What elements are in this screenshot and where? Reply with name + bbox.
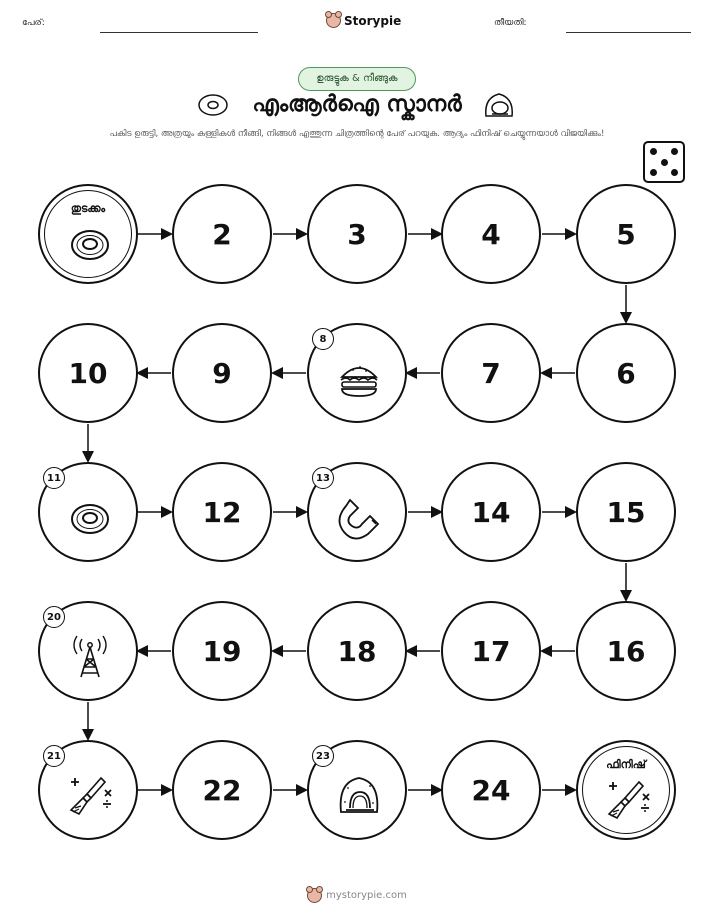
board-cell[interactable] (172, 184, 272, 284)
board-cell[interactable] (576, 323, 676, 423)
board-cell[interactable] (441, 601, 541, 701)
cell-number-badge: 20 (43, 606, 65, 628)
cell-number-badge: 23 (312, 745, 334, 767)
brush-math-icon (67, 772, 113, 818)
board-cell[interactable] (307, 184, 407, 284)
cell-number: 12 (202, 495, 242, 529)
board-cell[interactable] (441, 323, 541, 423)
donut-icon (67, 494, 113, 540)
name-line[interactable] (100, 32, 258, 33)
cell-number-badge: 8 (312, 328, 334, 350)
brand-name: Storypie (344, 13, 402, 28)
board-cell[interactable] (38, 740, 138, 840)
finish-label: ഫിനിഷ് (606, 758, 646, 771)
board-cell[interactable] (307, 462, 407, 562)
cell-number: 15 (606, 495, 646, 529)
board-cell[interactable] (576, 601, 676, 701)
finish-cell[interactable] (576, 740, 676, 840)
brand-logo (326, 13, 401, 28)
antenna-tower-icon (67, 633, 113, 679)
board-cell[interactable] (576, 184, 676, 284)
board-cell[interactable] (441, 184, 541, 284)
dice-icon[interactable] (643, 141, 685, 183)
board-cell[interactable] (441, 740, 541, 840)
bear-icon (307, 888, 322, 903)
board-cell[interactable] (38, 601, 138, 701)
board-cell[interactable] (38, 462, 138, 562)
burger-icon (336, 355, 382, 401)
date-line[interactable] (566, 32, 691, 33)
magnet-icon (336, 494, 382, 540)
start-label: തുടക്കം (70, 202, 106, 215)
cell-number-badge: 13 (312, 467, 334, 489)
cell-number: 6 (616, 356, 636, 390)
cell-number: 14 (471, 495, 511, 529)
footer-url[interactable]: mystorypie.com (326, 890, 407, 901)
cell-number: 17 (471, 634, 511, 668)
cell-number-badge: 11 (43, 467, 65, 489)
cell-number: 3 (347, 217, 367, 251)
name-label: പേര്: (22, 18, 45, 28)
cell-number: 4 (481, 217, 501, 251)
instructions: പകിട ഉരുട്ടി, അത്രയും കള്ളികൾ നീങ്ങി, നിങ്ങൾ എത്തുന്ന ചിത്രത്തിന്റെ പേര് പറയുക. ആദ്യം ഫിനിഷ് ചെയ്യുന്നയാൾ വിജയിക്കും! (109, 129, 605, 139)
start-cell[interactable] (38, 184, 138, 284)
cell-number: 19 (202, 634, 242, 668)
board-cell[interactable] (307, 601, 407, 701)
footer (0, 888, 714, 903)
board-cell[interactable] (172, 740, 272, 840)
board-cell[interactable] (307, 323, 407, 423)
mri-scanner-icon (336, 772, 382, 818)
brush-math-icon (605, 776, 651, 822)
cell-number: 22 (202, 773, 242, 807)
cell-number: 24 (471, 773, 511, 807)
board-cell[interactable] (172, 323, 272, 423)
donut-icon (67, 220, 113, 266)
date-label: തീയതി: (494, 18, 527, 28)
cell-number-badge: 21 (43, 745, 65, 767)
cell-number: 9 (212, 356, 232, 390)
bear-icon (326, 13, 341, 28)
cell-number: 5 (616, 217, 636, 251)
cell-number: 18 (337, 634, 377, 668)
board-cell[interactable] (172, 601, 272, 701)
board-cell[interactable] (172, 462, 272, 562)
cell-number: 16 (606, 634, 646, 668)
board-cell[interactable] (576, 462, 676, 562)
mri-scanner-icon (482, 90, 516, 120)
cell-number: 2 (212, 217, 232, 251)
cell-number: 7 (481, 356, 501, 390)
page-title: എംആർഐ സ്കാനർ (252, 92, 462, 117)
board-cell[interactable] (38, 323, 138, 423)
board-cell[interactable] (307, 740, 407, 840)
activity-badge: ഉരുട്ടുക & നീങ്ങുക (298, 67, 416, 91)
board-cell[interactable] (441, 462, 541, 562)
cell-number: 10 (68, 356, 108, 390)
